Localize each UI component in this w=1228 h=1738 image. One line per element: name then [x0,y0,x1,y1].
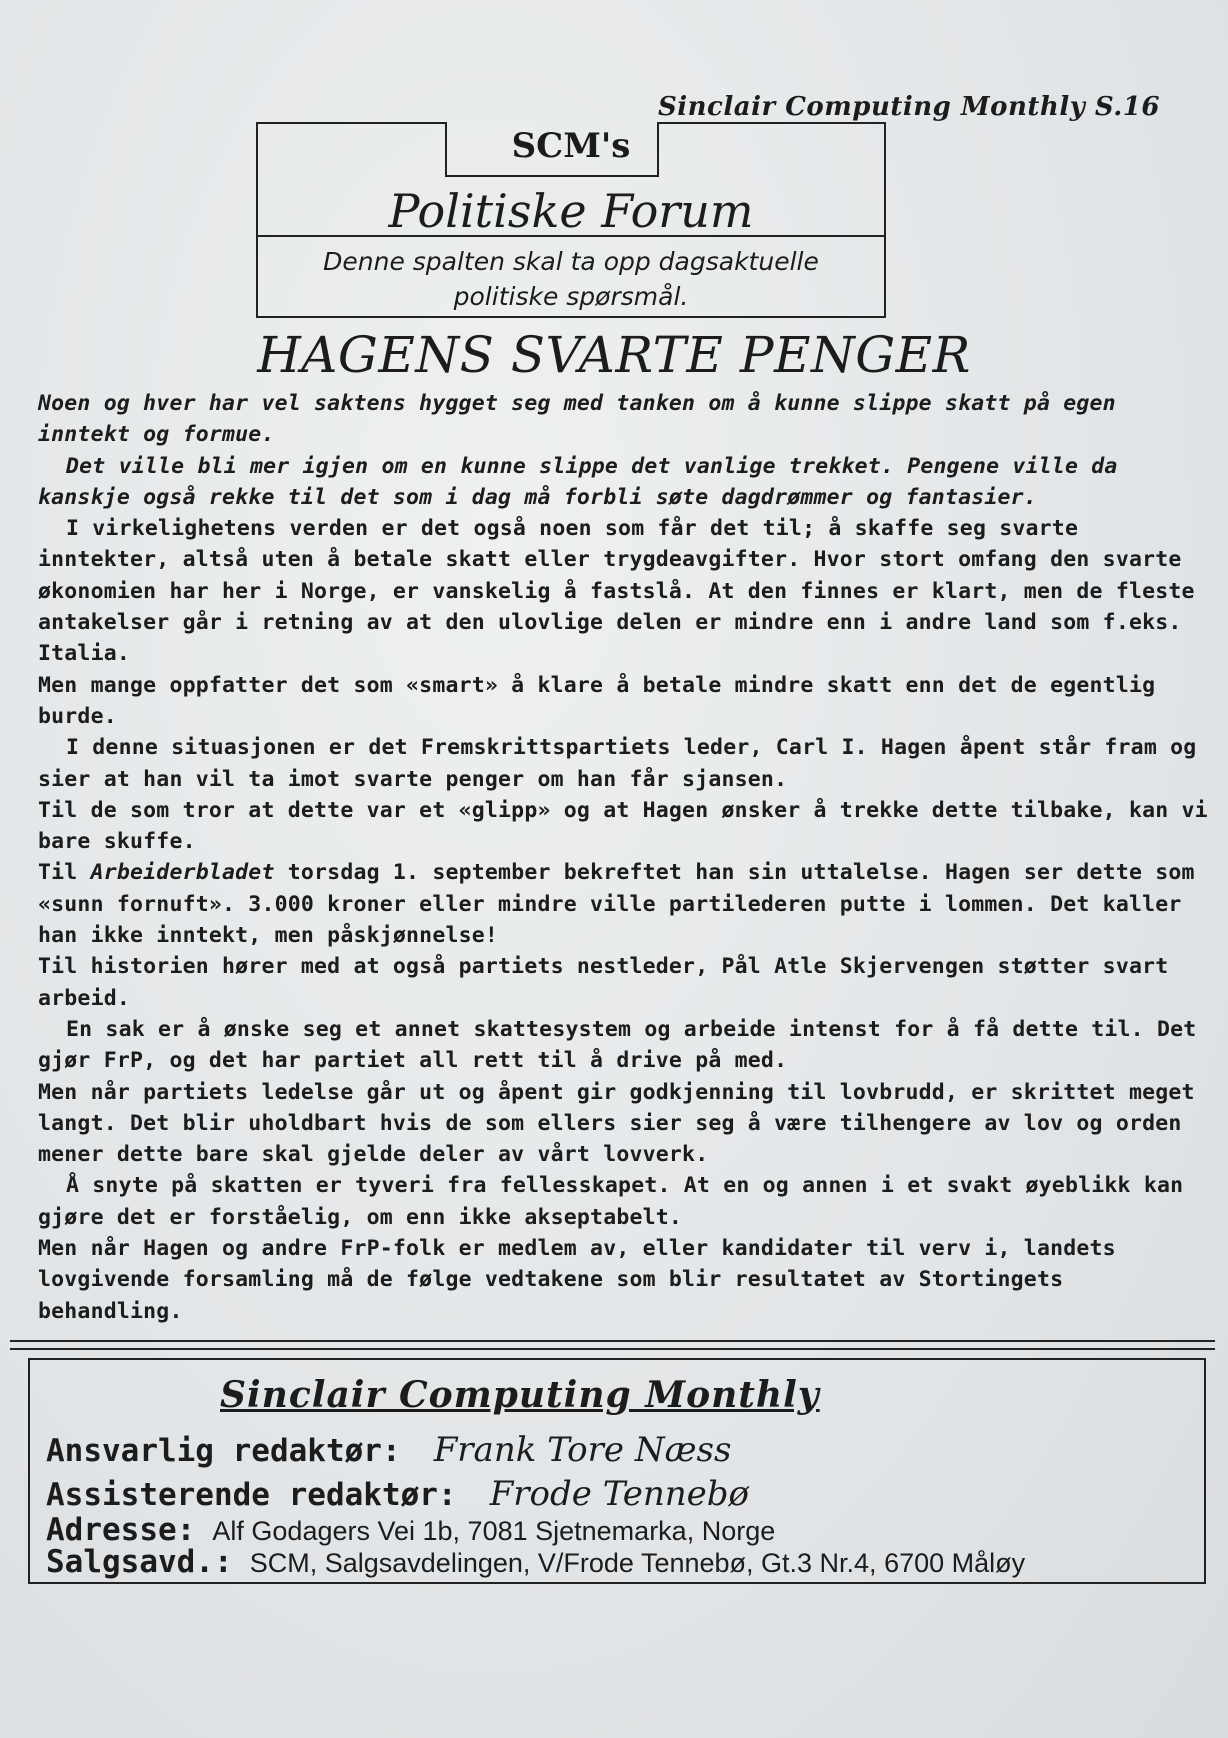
article-paragraph-2: Men mange oppfatter det som «smart» å klare å betale mindre skatt enn det de egentlig burde. [38,672,1156,729]
editor-label: Ansvarlig redaktør: [46,1433,401,1469]
article-paragraph-1: I virkelighetens verden er det også noen som får det til; å skaffe seg svarte inntekter, altså uten å betale skatt eller trygdeavgifter. Hvor stort omfang den svarte økonomien har her i Norge, er vanskelig å fastslå. At den finnes er klart, men de fleste antakelser går i retning av at den ulovlige delen er mindre enn i andre land som f.eks. Italia. [38,516,1195,667]
forum-header-box [256,122,886,318]
editor-name: Frank Tore Næss [433,1430,732,1470]
sales-label: Salgsavd.: [46,1544,233,1580]
colophon-title: Sinclair Computing Monthly [220,1374,820,1416]
colophon-box [28,1358,1206,1584]
article-headline: HAGENS SVARTE PENGER [257,326,971,384]
forum-subtitle [266,244,876,314]
sales-value: SCM, Salgsavdelingen, V/Frode Tennebø, Gt.3 Nr.4, 6700 Måløy [249,1548,1026,1578]
article-paragraph-5 [38,857,1208,951]
article-paragraph-9: Å snyte på skatten er tyveri fra fellesskapet. At en og annen i et svakt øyeblikk kan gjøre det er forståelig, om enn ikke akseptabelt. [38,1173,1184,1230]
article-intro: Noen og hver har vel saktens hygget seg med tanken om å kunne slippe skatt på egen inntekt og formue. [38,391,1116,448]
address-value: Alf Godagers Vei 1b, 7081 Sjetnemarka, Norge [212,1516,776,1546]
p5-post: torsdag 1. september bekreftet han sin uttalelse. Hagen ser dette som «sunn fornuft». 3.000 kroner eller mindre ville partilederen putte i lommen. Det kaller han ikke inntekt, men påskjønnelse! [38,860,1195,949]
sales-row [46,1544,1025,1580]
p5-pre: Til [38,860,91,886]
running-head: Sinclair Computing Monthly S.16 [658,92,1160,122]
address-label: Adresse: [46,1512,196,1548]
forum-title: Politiske Forum [388,184,754,238]
forum-subtitle-line1: Denne spalten skal ta opp dagsaktuelle [323,247,819,276]
article-paragraph-3: I denne situasjonen er det Fremskrittspartiets leder, Carl I. Hagen åpent står fram og sier at han vil ta imot svarte penger om han får sjansen. [38,735,1197,792]
article-intro-2: Det ville bli mer igjen om en kunne slippe det vanlige trekket. Pengene ville da kanskje også rekke til det som i dag må forbli søte dagdrømmer og fantasier. [38,453,1118,510]
assistant-editor-row [46,1474,749,1514]
forum-brand: SCM's [511,126,631,166]
article-body [38,388,1208,1327]
article-paragraph-7: En sak er å ønske seg et annet skattesystem og arbeide intenst for å få dette til. Det gjør FrP, og det har partiet all rett til å drive på med. [38,1016,1197,1074]
section-divider [10,1340,1215,1350]
newspaper-name: Arbeiderbladet [90,860,275,886]
article-paragraph-6: Til historien hører med at også partiets nestleder, Pål Atle Skjervengen støtter svart arbeid. [38,954,1169,1011]
article-paragraph-4: Til de som tror at dette var et «glipp» og at Hagen ønsker å trekke dette tilbake, kan vi bare skuffe. [38,797,1208,855]
forum-subtitle-line2: politiske spørsmål. [453,282,689,311]
assistant-editor-label: Assisterende redaktør: [46,1477,457,1513]
address-row [46,1512,775,1548]
article-paragraph-10: Men når Hagen og andre FrP-folk er medlem av, eller kandidater til verv i, landets lovgivende forsamling må de følge vedtakene som blir resultatet av Stortingets behandling. [38,1236,1116,1324]
editor-row [46,1430,731,1470]
assistant-editor-name: Frode Tennebø [489,1474,750,1514]
article-paragraph-8: Men når partiets ledelse går ut og åpent gir godkjenning til lovbrudd, er skrittet meget langt. Det blir uholdbart hvis de som ellers sier seg å være tilhengere av lov og orden mener dette bare skal gjelde deler av vårt lovverk. [38,1079,1195,1168]
